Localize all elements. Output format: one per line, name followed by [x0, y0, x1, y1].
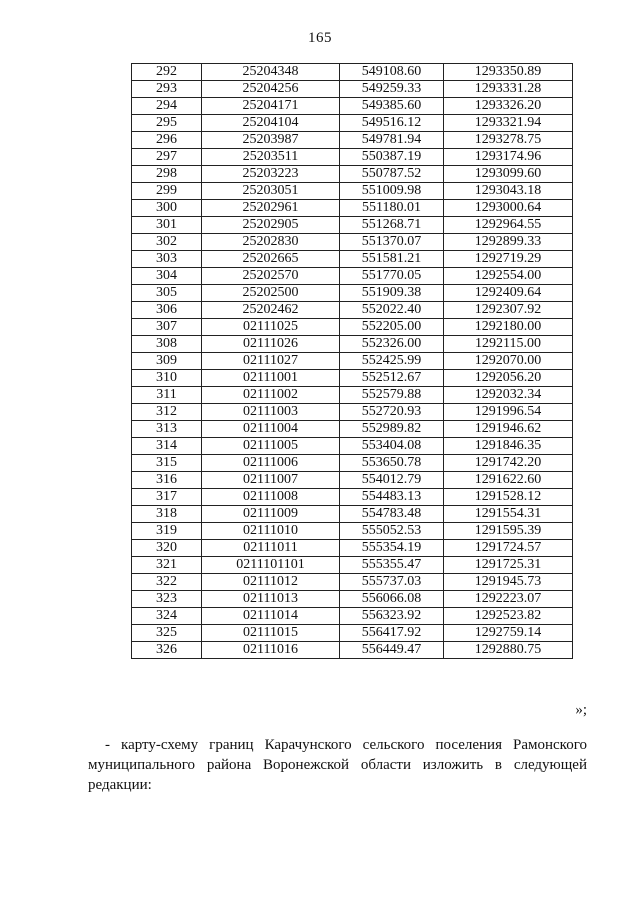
- table-row: [132, 353, 573, 370]
- x-coordinate-cell: 551370.07: [340, 234, 444, 251]
- x-coordinate-cell: 551909.38: [340, 285, 444, 302]
- point-id-cell: 02111004: [202, 421, 340, 438]
- point-id-cell: 02111015: [202, 625, 340, 642]
- x-coordinate-cell: 551180.01: [340, 200, 444, 217]
- y-coordinate-cell: 1291996.54: [444, 404, 573, 421]
- point-id-cell: 02111025: [202, 319, 340, 336]
- x-coordinate-cell: 555355.47: [340, 557, 444, 574]
- point-id-cell: 25202462: [202, 302, 340, 319]
- y-coordinate-cell: 1291945.73: [444, 574, 573, 591]
- x-coordinate-cell: 552022.40: [340, 302, 444, 319]
- y-coordinate-cell: 1292307.92: [444, 302, 573, 319]
- point-id-cell: 25204171: [202, 98, 340, 115]
- table-row: [132, 285, 573, 302]
- point-id-cell: 02111011: [202, 540, 340, 557]
- x-coordinate-cell: 552512.67: [340, 370, 444, 387]
- point-id-cell: 02111008: [202, 489, 340, 506]
- point-number-cell: 303: [132, 251, 202, 268]
- table-row: [132, 132, 573, 149]
- x-coordinate-cell: 549516.12: [340, 115, 444, 132]
- y-coordinate-cell: 1293099.60: [444, 166, 573, 183]
- amendment-paragraph: - карту-схему границ Карачунского сельского поселения Рамонского муниципального района Воронежской области изложить в следующей редакции:: [88, 737, 587, 793]
- y-coordinate-cell: 1292115.00: [444, 336, 573, 353]
- table-row: [132, 438, 573, 455]
- x-coordinate-cell: 552989.82: [340, 421, 444, 438]
- table-row: [132, 455, 573, 472]
- point-id-cell: 25202500: [202, 285, 340, 302]
- x-coordinate-cell: 554012.79: [340, 472, 444, 489]
- table-row: [132, 81, 573, 98]
- table-row: [132, 115, 573, 132]
- point-number-cell: 294: [132, 98, 202, 115]
- table-row: [132, 268, 573, 285]
- y-coordinate-cell: 1293331.28: [444, 81, 573, 98]
- point-number-cell: 307: [132, 319, 202, 336]
- closing-quote-mark: »;: [575, 702, 587, 718]
- table-row: [132, 183, 573, 200]
- table-row: [132, 336, 573, 353]
- point-id-cell: 25203051: [202, 183, 340, 200]
- table-row: [132, 302, 573, 319]
- table-row: [132, 319, 573, 336]
- y-coordinate-cell: 1291622.60: [444, 472, 573, 489]
- point-number-cell: 311: [132, 387, 202, 404]
- point-id-cell: 02111005: [202, 438, 340, 455]
- y-coordinate-cell: 1292180.00: [444, 319, 573, 336]
- y-coordinate-cell: 1291742.20: [444, 455, 573, 472]
- table-row: [132, 217, 573, 234]
- y-coordinate-cell: 1292070.00: [444, 353, 573, 370]
- y-coordinate-cell: 1292223.07: [444, 591, 573, 608]
- table-row: [132, 472, 573, 489]
- point-number-cell: 322: [132, 574, 202, 591]
- x-coordinate-cell: 552579.88: [340, 387, 444, 404]
- point-id-cell: 02111014: [202, 608, 340, 625]
- point-number-cell: 300: [132, 200, 202, 217]
- point-id-cell: 25204104: [202, 115, 340, 132]
- x-coordinate-cell: 551770.05: [340, 268, 444, 285]
- point-number-cell: 301: [132, 217, 202, 234]
- point-number-cell: 295: [132, 115, 202, 132]
- y-coordinate-cell: 1292056.20: [444, 370, 573, 387]
- point-number-cell: 310: [132, 370, 202, 387]
- x-coordinate-cell: 556449.47: [340, 642, 444, 659]
- point-number-cell: 292: [132, 64, 202, 81]
- x-coordinate-cell: 551009.98: [340, 183, 444, 200]
- point-id-cell: 02111006: [202, 455, 340, 472]
- point-id-cell: 25202830: [202, 234, 340, 251]
- x-coordinate-cell: 550787.52: [340, 166, 444, 183]
- point-number-cell: 313: [132, 421, 202, 438]
- y-coordinate-cell: 1291554.31: [444, 506, 573, 523]
- table-row: [132, 540, 573, 557]
- table-row: [132, 387, 573, 404]
- table-row: [132, 404, 573, 421]
- point-number-cell: 312: [132, 404, 202, 421]
- x-coordinate-cell: 556066.08: [340, 591, 444, 608]
- y-coordinate-cell: 1293174.96: [444, 149, 573, 166]
- point-number-cell: 309: [132, 353, 202, 370]
- y-coordinate-cell: 1292899.33: [444, 234, 573, 251]
- y-coordinate-cell: 1293350.89: [444, 64, 573, 81]
- table-row: [132, 489, 573, 506]
- point-number-cell: 325: [132, 625, 202, 642]
- y-coordinate-cell: 1293000.64: [444, 200, 573, 217]
- table-row: [132, 251, 573, 268]
- table-row: [132, 523, 573, 540]
- y-coordinate-cell: 1291946.62: [444, 421, 573, 438]
- x-coordinate-cell: 554483.13: [340, 489, 444, 506]
- point-number-cell: 308: [132, 336, 202, 353]
- point-id-cell: 25203511: [202, 149, 340, 166]
- x-coordinate-cell: 549781.94: [340, 132, 444, 149]
- y-coordinate-cell: 1292759.14: [444, 625, 573, 642]
- x-coordinate-cell: 549108.60: [340, 64, 444, 81]
- point-id-cell: 02111010: [202, 523, 340, 540]
- y-coordinate-cell: 1291724.57: [444, 540, 573, 557]
- point-id-cell: 02111012: [202, 574, 340, 591]
- x-coordinate-cell: 555354.19: [340, 540, 444, 557]
- table-row: [132, 608, 573, 625]
- y-coordinate-cell: 1292409.64: [444, 285, 573, 302]
- point-id-cell: 02111027: [202, 353, 340, 370]
- x-coordinate-cell: 556323.92: [340, 608, 444, 625]
- point-number-cell: 318: [132, 506, 202, 523]
- point-number-cell: 298: [132, 166, 202, 183]
- x-coordinate-cell: 549385.60: [340, 98, 444, 115]
- table-row: [132, 591, 573, 608]
- x-coordinate-cell: 551581.21: [340, 251, 444, 268]
- x-coordinate-cell: 553404.08: [340, 438, 444, 455]
- table-row: [132, 234, 573, 251]
- point-id-cell: 25203223: [202, 166, 340, 183]
- y-coordinate-cell: 1291528.12: [444, 489, 573, 506]
- x-coordinate-cell: 549259.33: [340, 81, 444, 98]
- point-number-cell: 323: [132, 591, 202, 608]
- table-row: [132, 421, 573, 438]
- point-number-cell: 306: [132, 302, 202, 319]
- table-row: [132, 149, 573, 166]
- table-row: [132, 64, 573, 81]
- x-coordinate-cell: 553650.78: [340, 455, 444, 472]
- point-number-cell: 321: [132, 557, 202, 574]
- point-number-cell: 314: [132, 438, 202, 455]
- page-number: 165: [308, 30, 332, 46]
- x-coordinate-cell: 552326.00: [340, 336, 444, 353]
- y-coordinate-cell: 1291595.39: [444, 523, 573, 540]
- point-id-cell: 02111001: [202, 370, 340, 387]
- table-row: [132, 557, 573, 574]
- point-number-cell: 302: [132, 234, 202, 251]
- x-coordinate-cell: 551268.71: [340, 217, 444, 234]
- point-number-cell: 293: [132, 81, 202, 98]
- point-id-cell: 25204348: [202, 64, 340, 81]
- point-number-cell: 316: [132, 472, 202, 489]
- point-number-cell: 319: [132, 523, 202, 540]
- point-id-cell: 25202961: [202, 200, 340, 217]
- table-row: [132, 98, 573, 115]
- point-id-cell: 02111013: [202, 591, 340, 608]
- point-number-cell: 297: [132, 149, 202, 166]
- point-id-cell: 25202570: [202, 268, 340, 285]
- y-coordinate-cell: 1292032.34: [444, 387, 573, 404]
- table-row: [132, 370, 573, 387]
- table-row: [132, 200, 573, 217]
- table-row: [132, 506, 573, 523]
- x-coordinate-cell: 552205.00: [340, 319, 444, 336]
- x-coordinate-cell: 556417.92: [340, 625, 444, 642]
- table-row: [132, 574, 573, 591]
- y-coordinate-cell: 1291846.35: [444, 438, 573, 455]
- point-id-cell: 02111026: [202, 336, 340, 353]
- point-id-cell: 02111016: [202, 642, 340, 659]
- x-coordinate-cell: 554783.48: [340, 506, 444, 523]
- y-coordinate-cell: 1293043.18: [444, 183, 573, 200]
- point-number-cell: 324: [132, 608, 202, 625]
- point-number-cell: 299: [132, 183, 202, 200]
- x-coordinate-cell: 550387.19: [340, 149, 444, 166]
- y-coordinate-cell: 1292523.82: [444, 608, 573, 625]
- point-number-cell: 326: [132, 642, 202, 659]
- y-coordinate-cell: 1291725.31: [444, 557, 573, 574]
- point-id-cell: 02111007: [202, 472, 340, 489]
- x-coordinate-cell: 555737.03: [340, 574, 444, 591]
- y-coordinate-cell: 1292554.00: [444, 268, 573, 285]
- point-id-cell: 02111009: [202, 506, 340, 523]
- point-id-cell: 0211101101: [202, 557, 340, 574]
- table-row: [132, 166, 573, 183]
- point-id-cell: 02111003: [202, 404, 340, 421]
- point-id-cell: 02111002: [202, 387, 340, 404]
- point-number-cell: 305: [132, 285, 202, 302]
- point-id-cell: 25202905: [202, 217, 340, 234]
- table-row: [132, 642, 573, 659]
- point-id-cell: 25203987: [202, 132, 340, 149]
- table-row: [132, 625, 573, 642]
- coordinates-table: [131, 63, 573, 659]
- y-coordinate-cell: 1292880.75: [444, 642, 573, 659]
- y-coordinate-cell: 1292719.29: [444, 251, 573, 268]
- y-coordinate-cell: 1292964.55: [444, 217, 573, 234]
- y-coordinate-cell: 1293321.94: [444, 115, 573, 132]
- point-number-cell: 296: [132, 132, 202, 149]
- x-coordinate-cell: 552720.93: [340, 404, 444, 421]
- y-coordinate-cell: 1293326.20: [444, 98, 573, 115]
- x-coordinate-cell: 552425.99: [340, 353, 444, 370]
- coordinates-table-body: [132, 64, 573, 659]
- point-number-cell: 320: [132, 540, 202, 557]
- x-coordinate-cell: 555052.53: [340, 523, 444, 540]
- point-number-cell: 304: [132, 268, 202, 285]
- point-id-cell: 25204256: [202, 81, 340, 98]
- point-id-cell: 25202665: [202, 251, 340, 268]
- y-coordinate-cell: 1293278.75: [444, 132, 573, 149]
- point-number-cell: 317: [132, 489, 202, 506]
- point-number-cell: 315: [132, 455, 202, 472]
